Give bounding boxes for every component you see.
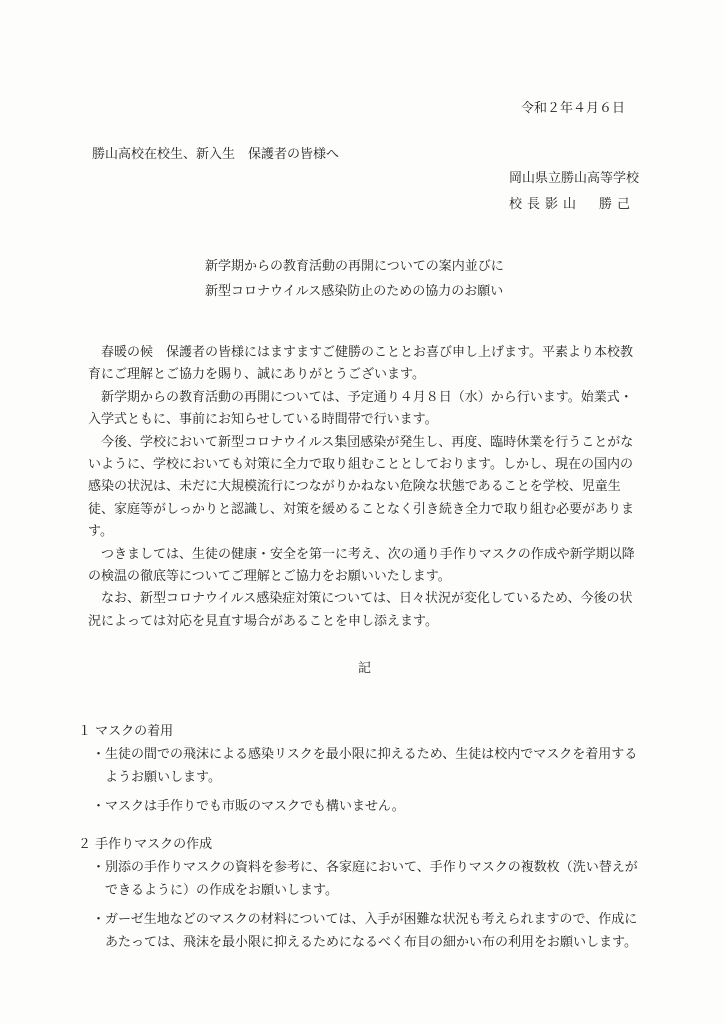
sender-school-name: 岡山県立勝山高等学校 <box>509 171 640 186</box>
document-date: 令和２年４月６日 <box>521 101 626 116</box>
body-paragraph: 新学期からの教育活動の再開については、予定通り４月８日（水）から行います。始業式・入学式ともに、事前にお知らせしている時間帯で行います。 <box>88 389 633 428</box>
document-title <box>205 254 504 304</box>
section-list <box>78 743 643 818</box>
notice-sections <box>78 720 643 969</box>
section-handmade-mask <box>78 833 643 954</box>
bullet-mark: ・ <box>92 860 106 875</box>
sender-principal-name: 校長影山 勝己 <box>509 197 636 212</box>
bullet-mark: ・ <box>92 747 106 762</box>
body-paragraph: なお、新型コロナウイルス感染症対策については、日々状況が変化しているため、今後の状況によっては対応を見直す場合があることを申し添えます。 <box>88 591 633 629</box>
section-list <box>78 856 643 954</box>
title-line-2: 新型コロナウイルス感染防止のための協力のお願い <box>205 284 504 299</box>
list-item <box>92 795 643 818</box>
section-heading: ２ 手作りマスクの作成 <box>78 837 213 852</box>
list-item-text: マスクは手作りでも市販のマスクでも構いません。 <box>105 799 405 814</box>
section-heading: １ マスクの着用 <box>78 724 174 739</box>
title-line-1: 新学期からの教育活動の再開についての案内並びに <box>205 259 504 274</box>
list-item-text: 生徒の間での飛沫による感染リスクを最小限に抑えるため、生徒は校内でマスクを着用するようお願いします。 <box>105 747 638 785</box>
list-item <box>92 908 643 954</box>
bullet-mark: ・ <box>92 799 106 814</box>
section-mask-wearing <box>78 720 643 818</box>
ki-marker: 記 <box>358 661 372 676</box>
body-paragraph: 春暖の候 保護者の皆様にはますますご健勝のこととお喜び申し上げます。平素より本校教育にご理解とご協力を賜り、誠にありがとうございます。 <box>88 345 633 383</box>
letter-body <box>88 342 643 633</box>
list-item <box>92 856 643 902</box>
addressee-line: 勝山高校在校生、新入生 保護者の皆様へ <box>92 147 340 162</box>
list-item-text: ガーゼ生地などのマスクの材料については、入手が困難な状況も考えられますので、作成にあたっては、飛沫を最小限に抑えるためになるべく布目の細かい布の利用をお願いします。 <box>105 912 638 950</box>
body-paragraph: 今後、学校において新型コロナウイルス集団感染が発生し、再度、臨時休業を行うことがないように、学校においても対策に全力で取り組むこととしております。しかし、現在の国内の感染の状況は、未だに大規模流行につながりかねない危険な状態であることを学校、児童生徒、家庭等がしっかりと認識し、対策を緩めることなく引き続き全力で取り組む必要があります。 <box>88 434 635 540</box>
list-item <box>92 743 643 789</box>
bullet-mark: ・ <box>92 912 106 927</box>
list-item-text: 別添の手作りマスクの資料を参考に、各家庭において、手作りマスクの複数枚（洗い替えができるように）の作成をお願いします。 <box>105 860 638 898</box>
body-paragraph: つきましては、生徒の健康・安全を第一に考え、次の通り手作りマスクの作成や新学期以降の検温の徹底等についてご理解とご協力をお願いいたします。 <box>88 546 635 585</box>
